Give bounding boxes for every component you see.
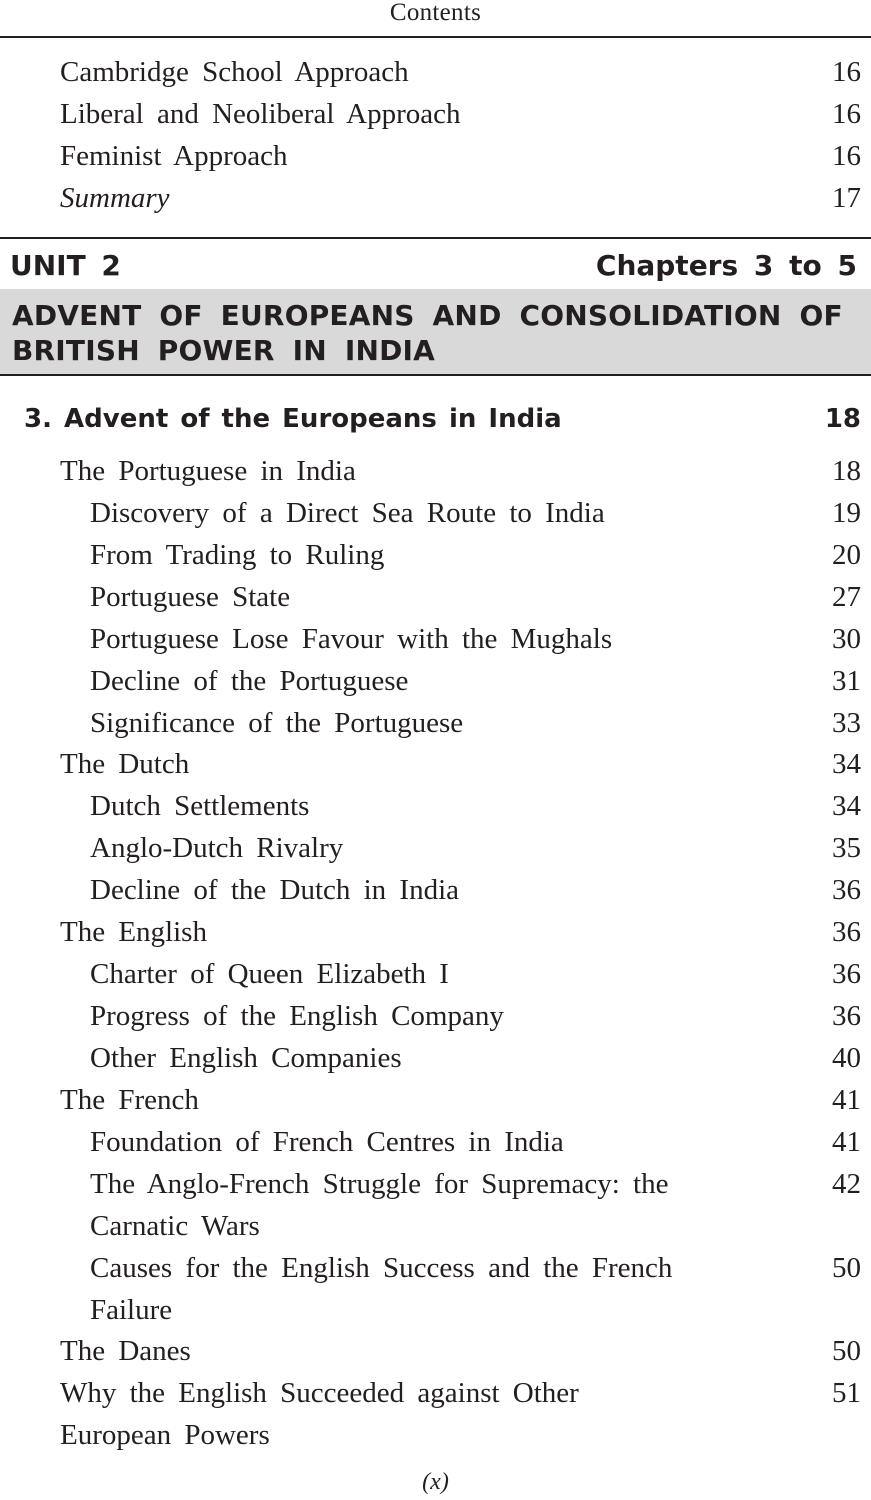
- entry-title: Foundation of French Centres in India: [90, 1126, 564, 1158]
- entry-page: 30: [832, 623, 861, 655]
- unit-title-band: [0, 289, 871, 374]
- entry-page: 35: [832, 832, 861, 864]
- entry-title: The Dutch: [60, 748, 190, 780]
- entry-page: 40: [832, 1042, 861, 1074]
- entry-title: Liberal and Neoliberal Approach: [60, 98, 461, 130]
- entry-page: 18: [832, 455, 861, 487]
- entry-title: The Anglo-French Struggle for Supremacy: the Carnatic Wars: [90, 1168, 669, 1242]
- entry-title: From Trading to Ruling: [90, 539, 385, 571]
- entry-page: 16: [832, 56, 861, 88]
- entry-title: Decline of the Dutch in India: [90, 874, 460, 906]
- entry-title: The Danes: [60, 1335, 191, 1367]
- entry-page: 31: [832, 665, 861, 697]
- entry-page: 33: [832, 707, 861, 739]
- entry-page: 16: [832, 98, 861, 130]
- unit-bottom-rule: [0, 374, 871, 376]
- entry-page: 27: [832, 581, 861, 613]
- entry-page: 41: [832, 1084, 861, 1116]
- entry-title: Significance of the Portuguese: [90, 707, 464, 739]
- entry-page: 50: [832, 1252, 861, 1284]
- entry-title: The French: [60, 1084, 199, 1116]
- entry-title: Progress of the English Company: [90, 1000, 504, 1032]
- entry-page: 36: [832, 1000, 861, 1032]
- entry-title: Why the English Succeeded against Other European Powers: [60, 1377, 579, 1451]
- running-head: Contents: [389, 0, 482, 26]
- unit-heading-row: [0, 248, 871, 284]
- entry-page: 34: [832, 748, 861, 780]
- unit-top-rule: [0, 237, 871, 239]
- entry-title: Dutch Settlements: [90, 790, 310, 822]
- entry-page: 34: [832, 790, 861, 822]
- entry-page: 36: [832, 916, 861, 948]
- entry-page: 17: [832, 182, 861, 214]
- entry-title: The Portuguese in India: [60, 455, 356, 487]
- entry-page: 16: [832, 140, 861, 172]
- entry-page: 42: [832, 1168, 861, 1200]
- chapter-page: 18: [824, 404, 861, 434]
- unit-chapters: Chapters 3 to 5: [595, 249, 857, 282]
- entry-title: Portuguese State: [90, 581, 291, 613]
- entry-page: 19: [832, 497, 861, 529]
- entry-page: 41: [832, 1126, 861, 1158]
- chapter-heading: [0, 402, 871, 436]
- entry-page: 51: [832, 1377, 861, 1409]
- entry-title: The English: [60, 916, 207, 948]
- unit-title: ADVENT OF EUROPEANS AND CONSOLIDATION OF BRITISH POWER IN INDIA: [12, 299, 843, 367]
- chapter-title: 3. Advent of the Europeans in India: [24, 404, 562, 434]
- entry-title: Cambridge School Approach: [60, 56, 409, 88]
- entry-title: Causes for the English Success and the French Failure: [90, 1252, 673, 1326]
- entry-title: Discovery of a Direct Sea Route to India: [90, 497, 605, 529]
- entry-title: Feminist Approach: [60, 140, 288, 172]
- entry-title: Other English Companies: [90, 1042, 402, 1074]
- page-folio: (x): [422, 1469, 449, 1495]
- entry-page: 36: [832, 958, 861, 990]
- entry-title: Summary: [60, 182, 170, 214]
- entry-page: 50: [832, 1335, 861, 1367]
- entry-title: Anglo-Dutch Rivalry: [90, 832, 344, 864]
- entry-title: Charter of Queen Elizabeth I: [90, 958, 449, 990]
- top-rule: [0, 36, 871, 38]
- entry-title: Decline of the Portuguese: [90, 665, 409, 697]
- entry-title: Portuguese Lose Favour with the Mughals: [90, 623, 613, 655]
- entry-page: 20: [832, 539, 861, 571]
- unit-label: UNIT 2: [10, 249, 121, 282]
- entry-page: 36: [832, 874, 861, 906]
